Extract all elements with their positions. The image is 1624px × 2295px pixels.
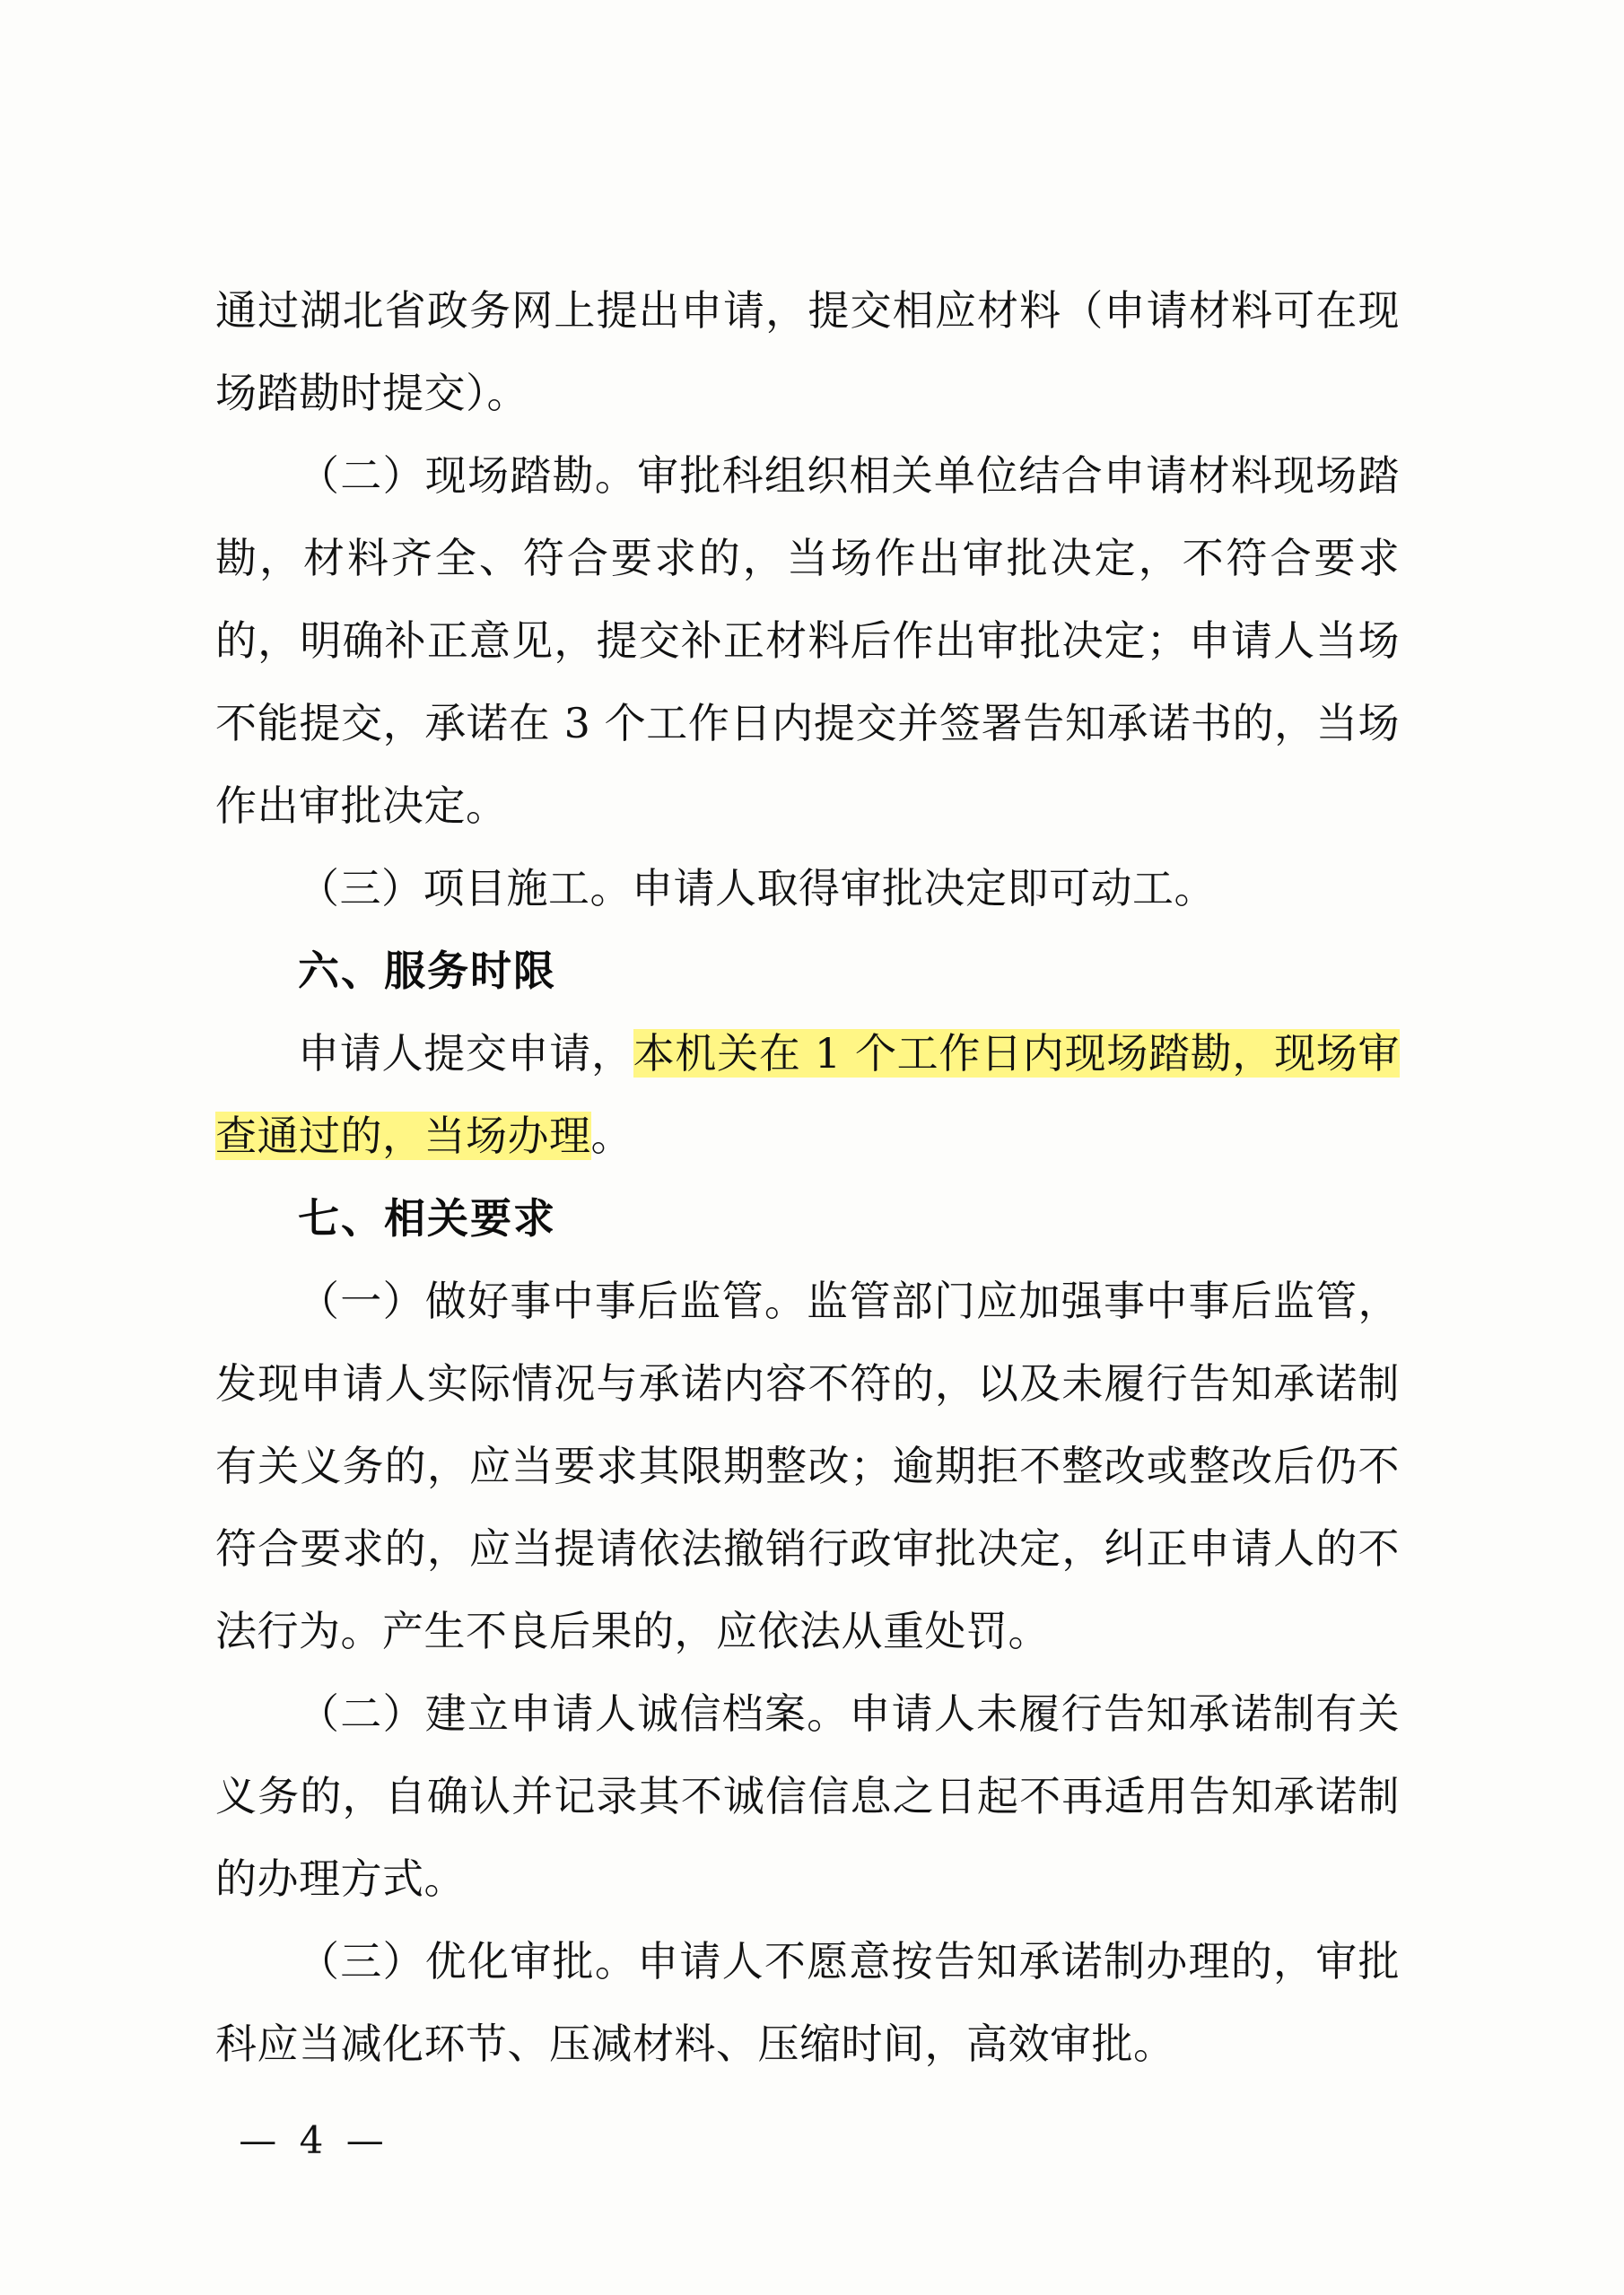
heading-related-requirements: 七、相关要求	[298, 1194, 556, 1243]
paragraph-req-one-supervision: （一）做好事中事后监管。监管部门应加强事中事后监管，发现申请人实际情况与承诺内容不符的，以及未履行告知承诺制有关义务的，应当要求其限期整改；逾期拒不整改或整改后仍不符合要求的，应当提请依法撤销行政审批决定，纠正申请人的不法行为。产生不良后果的，应依法从重处罚。	[215, 1277, 1400, 1655]
paragraph-req-three-optimize-approval: （三）优化审批。申请人不愿意按告知承诺制办理的，审批科应当减化环节、压减材料、压缩时间，高效审批。	[215, 1937, 1400, 2068]
paragraph-req-two-credit-file: （二）建立申请人诚信档案。申请人未履行告知承诺制有关义务的，自确认并记录其不诚信信息之日起不再适用告知承诺制的办理方式。	[215, 1689, 1400, 1903]
service-time-limit-suffix: 。	[590, 1112, 633, 1160]
service-time-limit-prefix: 申请人提交申请，	[298, 1029, 633, 1078]
paragraph-service-time-limit-body	[215, 1012, 1400, 1177]
document-body	[215, 269, 1400, 2085]
heading-service-time-limit: 六、服务时限	[298, 947, 556, 995]
paragraph-item-two-site-survey: （二）现场踏勘。审批科组织相关单位结合申请材料现场踏勘，材料齐全、符合要求的，当场作出审批决定，不符合要求的，明确补正意见，提交补正材料后作出审批决定；申请人当场不能提交，承诺在 3 个工作日内提交并签署告知承诺书的，当场作出审批决定。	[215, 451, 1400, 830]
page-number: — 4 —	[239, 2118, 389, 2162]
service-time-limit-highlight: 本机关在 1 个工作日内现场踏勘，现场审查通过的，当场办理	[215, 1029, 1400, 1160]
paragraph-item-three-project-construction: （三）项目施工。申请人取得审批决定即可动工。	[298, 864, 1216, 912]
paragraph-online-application-continued: 通过湖北省政务网上提出申请，提交相应材料（申请材料可在现场踏勘时提交）。	[215, 286, 1400, 417]
page-footer	[0, 2118, 1624, 2162]
